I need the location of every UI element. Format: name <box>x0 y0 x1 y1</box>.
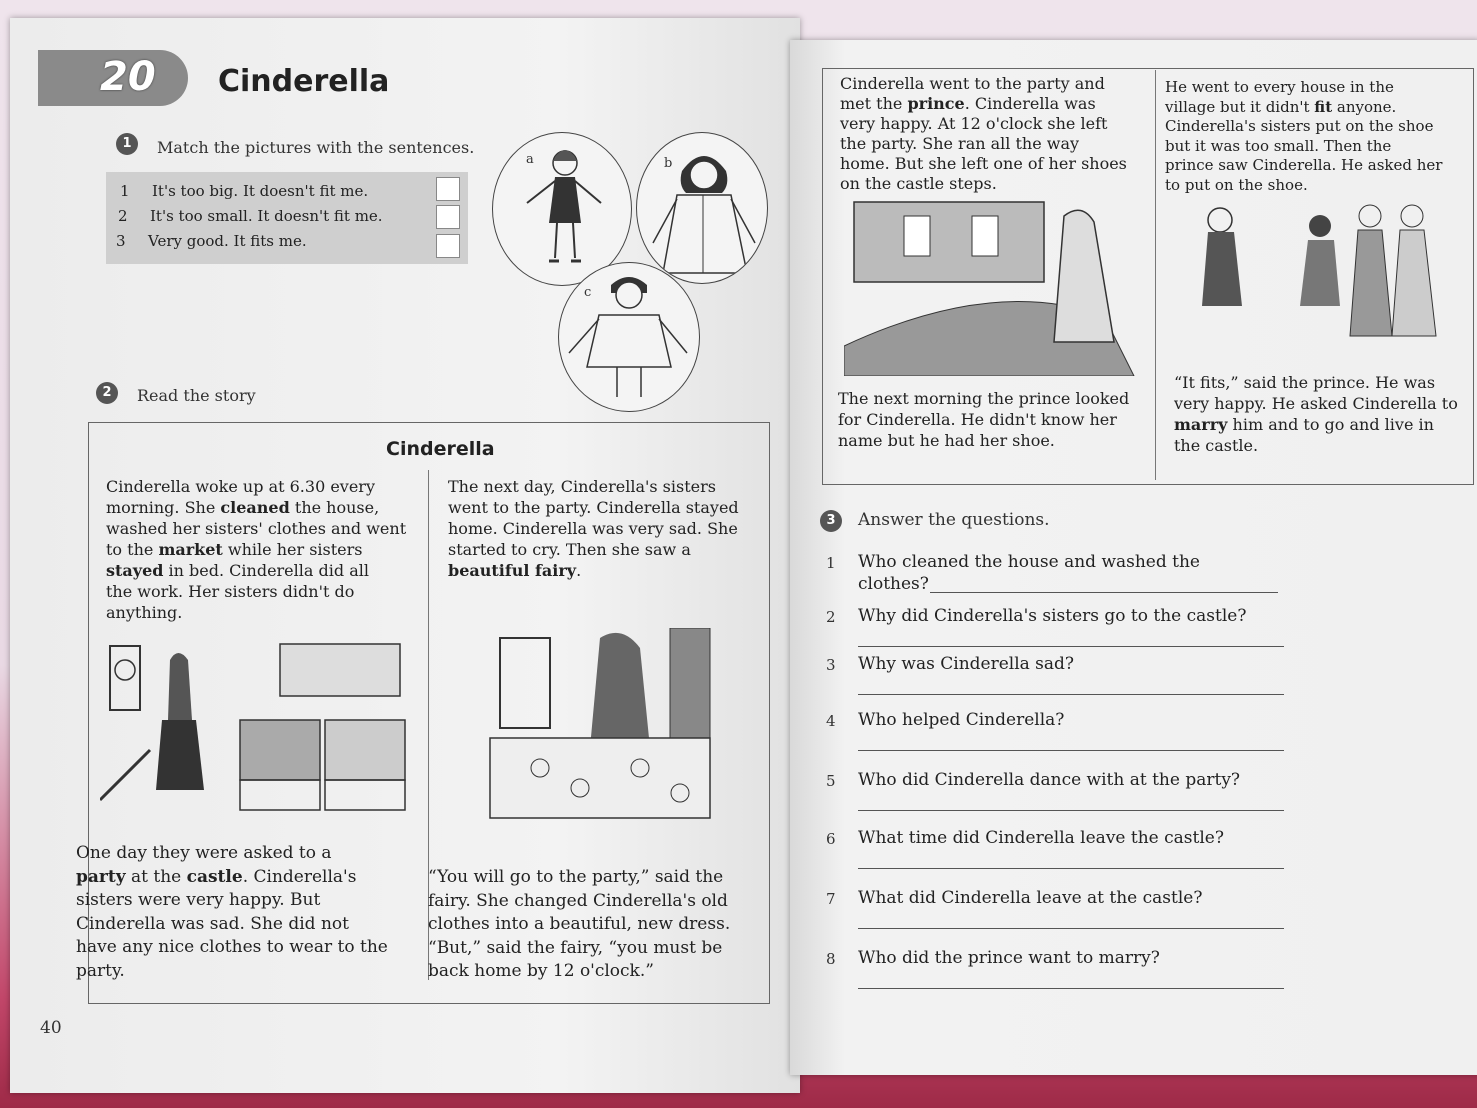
story-line: started to cry. Then she saw a <box>448 540 691 559</box>
sentence-2-text: It's too small. It doesn't fit me. <box>150 207 383 225</box>
story-line: sisters were very happy. But <box>76 890 321 910</box>
story-paragraph-1 <box>106 476 406 623</box>
answer-line-7[interactable] <box>858 928 1284 929</box>
story-paragraph-8 <box>1174 372 1458 456</box>
story-line: Cinderella woke up at 6.30 every <box>106 477 375 496</box>
shoe-fitting-illustration <box>1180 196 1450 356</box>
story-line: beautiful fairy. <box>448 561 582 580</box>
continuation-column-divider <box>1155 70 1156 480</box>
answer-line-5[interactable] <box>858 810 1284 811</box>
story-line: for Cinderella. He didn't know her <box>838 410 1117 429</box>
sentence-2-number: 2 <box>118 207 128 225</box>
story-line: One day they were asked to a <box>76 843 332 863</box>
sentence-3-text: Very good. It fits me. <box>148 232 307 250</box>
answer-box-2[interactable] <box>436 205 460 229</box>
story-line: “It fits,” said the prince. He was <box>1174 373 1436 392</box>
question-1-text-cont: clothes? <box>858 574 929 594</box>
exercise-3-badge: 3 <box>820 510 842 532</box>
story-line: anything. <box>106 603 183 622</box>
story-title: Cinderella <box>386 438 495 460</box>
cinderella-sweeping-illustration <box>100 640 420 830</box>
story-line: party. <box>76 960 125 981</box>
question-2-text: Why did Cinderella's sisters go to the castle? <box>858 606 1247 626</box>
story-line: the party. She ran all the way <box>840 134 1080 153</box>
question-1-number: 1 <box>826 554 836 572</box>
unit-number: 20 <box>100 54 156 100</box>
story-line: fairy. She changed Cinderella's old <box>428 890 728 911</box>
question-4-text: Who helped Cinderella? <box>858 710 1065 730</box>
boy-big-sweater-drawing <box>559 263 699 411</box>
story-paragraph-6 <box>1165 78 1442 195</box>
story-line: the work. Her sisters didn't do <box>106 582 355 601</box>
story-line: clothes into a beautiful, new dress. <box>428 914 731 934</box>
story-line: Cinderella's sisters put on the shoe <box>1165 117 1434 135</box>
answer-line-1[interactable] <box>930 592 1278 593</box>
story-line: marry him and to go and live in <box>1174 415 1434 434</box>
story-line: Cinderella went to the party and <box>840 74 1105 93</box>
question-3-number: 3 <box>826 656 836 674</box>
story-paragraph-4 <box>428 866 730 984</box>
question-6-number: 6 <box>826 830 836 848</box>
story-line: He went to every house in the <box>1165 78 1394 96</box>
story-paragraph-7 <box>838 388 1129 451</box>
story-line: name but he had her shoe. <box>838 431 1055 450</box>
story-line: “But,” said the fairy, “you must be <box>428 937 723 958</box>
answer-line-2[interactable] <box>858 646 1284 647</box>
page-title: Cinderella <box>218 64 390 99</box>
question-8-number: 8 <box>826 950 836 968</box>
exercise-1-instruction: Match the pictures with the sentences. <box>157 138 475 157</box>
picture-c-label: c <box>584 285 592 300</box>
story-line: “You will go to the party,” said the <box>428 867 724 887</box>
answer-line-4[interactable] <box>858 750 1284 751</box>
exercise-1-badge: 1 <box>116 133 138 155</box>
question-5-number: 5 <box>826 772 836 790</box>
question-7-number: 7 <box>826 890 836 908</box>
story-line: The next morning the prince looked <box>838 389 1130 408</box>
picture-a-label: a <box>526 152 534 167</box>
answer-box-3[interactable] <box>436 234 460 258</box>
girl-small-dress-drawing <box>493 133 631 285</box>
sentence-1-number: 1 <box>120 182 130 200</box>
sentence-1-text: It's too big. It doesn't fit me. <box>152 182 369 200</box>
girl-big-shirt-drawing <box>637 133 767 283</box>
story-line: went to the party. Cinderella stayed <box>448 498 739 517</box>
castle-steps-illustration <box>844 196 1144 376</box>
story-line: washed her sisters' clothes and went <box>106 519 407 538</box>
story-line: have any nice clothes to wear to the <box>76 937 388 957</box>
question-6-text: What time did Cinderella leave the castle? <box>858 828 1224 848</box>
question-7-text: What did Cinderella leave at the castle? <box>858 888 1203 908</box>
exercise-2-instruction: Read the story <box>137 386 256 405</box>
story-line: morning. She cleaned the house, <box>106 498 380 517</box>
story-line: very happy. He asked Cinderella to <box>1174 394 1458 413</box>
picture-a-circle <box>492 132 632 286</box>
story-line: prince saw Cinderella. He asked her <box>1165 156 1443 174</box>
story-line: on the castle steps. <box>840 174 997 193</box>
picture-b-label: b <box>664 156 673 171</box>
story-paragraph-2 <box>448 476 739 581</box>
story-line: party at the castle. Cinderella's <box>76 866 357 887</box>
story-line: The next day, Cinderella's sisters <box>448 477 716 496</box>
story-line: very happy. At 12 o'clock she left <box>840 114 1108 133</box>
answer-line-8[interactable] <box>858 988 1284 989</box>
story-line: met the prince. Cinderella was <box>840 94 1096 113</box>
story-paragraph-5 <box>840 74 1127 194</box>
story-line: stayed in bed. Cinderella did all <box>106 561 369 580</box>
sentence-3-number: 3 <box>116 232 126 250</box>
story-line: home. But she left one of her shoes <box>840 154 1127 173</box>
answer-line-3[interactable] <box>858 694 1284 695</box>
question-5-text: Who did Cinderella dance with at the party? <box>858 770 1241 790</box>
story-line: Cinderella was sad. She did not <box>76 913 349 934</box>
story-line: the castle. <box>1174 436 1259 455</box>
answer-line-6[interactable] <box>858 868 1284 869</box>
question-3-text: Why was Cinderella sad? <box>858 654 1075 674</box>
story-line: to the market while her sisters <box>106 540 363 559</box>
question-2-number: 2 <box>826 608 836 626</box>
story-line: village but it didn't fit anyone. <box>1165 97 1397 116</box>
fairy-appears-illustration <box>480 628 730 828</box>
question-1-text: Who cleaned the house and washed the <box>858 552 1200 572</box>
page-number: 40 <box>40 1018 62 1038</box>
story-line: home. Cinderella was very sad. She <box>448 519 738 538</box>
exercise-3-instruction: Answer the questions. <box>858 510 1050 530</box>
picture-b-circle <box>636 132 768 284</box>
picture-c-circle <box>558 262 700 412</box>
story-line: but it was too small. Then the <box>1165 136 1392 155</box>
answer-box-1[interactable] <box>436 177 460 201</box>
question-4-number: 4 <box>826 712 836 730</box>
story-line: to put on the shoe. <box>1165 175 1308 194</box>
story-line: back home by 12 o'clock.” <box>428 961 654 981</box>
question-8-text: Who did the prince want to marry? <box>858 948 1160 968</box>
exercise-2-badge: 2 <box>96 382 118 404</box>
story-paragraph-3 <box>76 842 388 983</box>
